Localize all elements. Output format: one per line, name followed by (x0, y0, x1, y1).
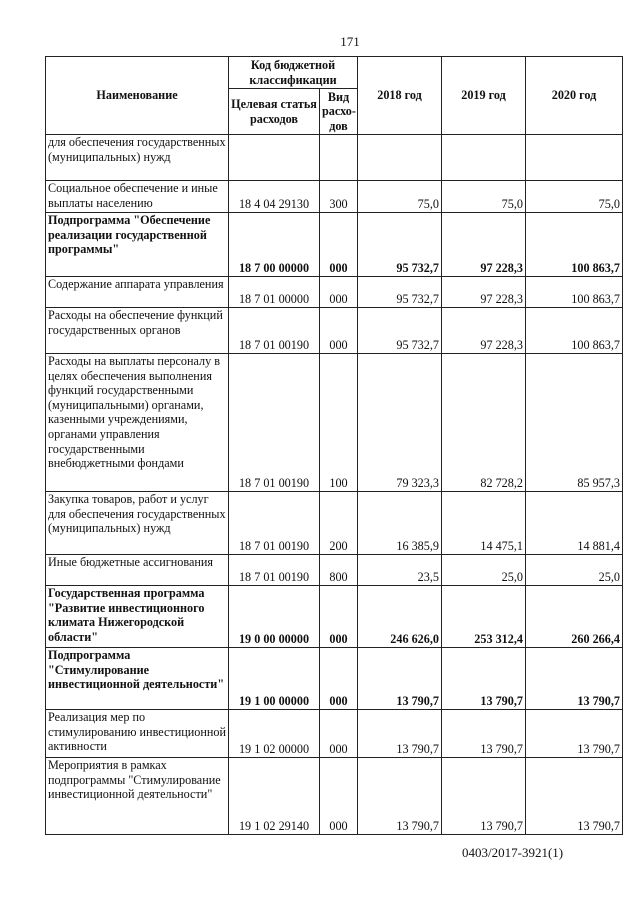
row-name: для обеспечения государственных (муниципальных) нужд (46, 135, 229, 181)
row-value-2019: 97 228,3 (442, 308, 526, 354)
row-value-2020: 14 881,4 (526, 492, 623, 555)
header-target-article: Целевая статья расходов (229, 89, 320, 135)
header-code-group: Код бюджетной классификации (229, 57, 358, 89)
row-value-2019: 97 228,3 (442, 213, 526, 277)
row-name: Содержание аппарата управления (46, 277, 229, 308)
row-value-2018: 13 790,7 (358, 648, 442, 710)
row-name: Закупка товаров, работ и услуг для обеспечения государственных (муниципальных) нужд (46, 492, 229, 555)
row-name: Иные бюджетные ассигнования (46, 555, 229, 586)
row-value-2018: 246 626,0 (358, 586, 442, 648)
table-row (46, 354, 623, 492)
row-expense-kind: 000 (320, 308, 358, 354)
row-expense-kind: 100 (320, 354, 358, 492)
row-value-2018: 75,0 (358, 181, 442, 213)
table-row (46, 492, 623, 555)
row-expense-kind: 800 (320, 555, 358, 586)
row-value-2018: 95 732,7 (358, 277, 442, 308)
row-target-article: 18 7 01 00190 (229, 308, 320, 354)
row-value-2020: 75,0 (526, 181, 623, 213)
row-value-2019: 14 475,1 (442, 492, 526, 555)
header-2018: 2018 год (358, 57, 442, 135)
row-value-2018 (358, 135, 442, 181)
row-name: Мероприятия в рамках подпрограммы "Стимулирование инвестиционной деятельности" (46, 758, 229, 835)
row-value-2020: 100 863,7 (526, 308, 623, 354)
row-name: Подпрограмма "Обеспечение реализации государственной программы" (46, 213, 229, 277)
row-value-2019: 75,0 (442, 181, 526, 213)
row-value-2019: 13 790,7 (442, 710, 526, 758)
page-number: 171 (340, 34, 360, 49)
table-row (46, 181, 623, 213)
row-target-article: 18 7 00 00000 (229, 213, 320, 277)
row-value-2019: 253 312,4 (442, 586, 526, 648)
table-row (46, 308, 623, 354)
row-value-2019 (442, 135, 526, 181)
row-name: Государственная программа "Развитие инвестиционного климата Нижегородской области" (46, 586, 229, 648)
row-value-2018: 95 732,7 (358, 308, 442, 354)
row-name: Расходы на выплаты персоналу в целях обеспечения выполнения функций государственными (муниципальными) органами, казенными учреждениями, органами управления государственными внебюджетными фондами (46, 354, 229, 492)
header-2019: 2019 год (442, 57, 526, 135)
row-value-2018: 95 732,7 (358, 213, 442, 277)
row-value-2019: 82 728,2 (442, 354, 526, 492)
row-target-article: 19 1 02 00000 (229, 710, 320, 758)
row-value-2018: 16 385,9 (358, 492, 442, 555)
row-expense-kind: 200 (320, 492, 358, 555)
table-row (46, 758, 623, 835)
header-2020: 2020 год (526, 57, 623, 135)
row-target-article: 19 1 02 29140 (229, 758, 320, 835)
table-row (46, 135, 623, 181)
row-name: Социальное обеспечение и иные выплаты населению (46, 181, 229, 213)
row-value-2020: 85 957,3 (526, 354, 623, 492)
row-value-2018: 13 790,7 (358, 710, 442, 758)
row-target-article (229, 135, 320, 181)
row-value-2020: 13 790,7 (526, 710, 623, 758)
row-value-2020: 100 863,7 (526, 213, 623, 277)
row-target-article: 18 4 04 29130 (229, 181, 320, 213)
row-value-2018: 23,5 (358, 555, 442, 586)
row-name: Расходы на обеспечение функций государственных органов (46, 308, 229, 354)
table-row (46, 213, 623, 277)
table-row (46, 710, 623, 758)
row-target-article: 18 7 01 00000 (229, 277, 320, 308)
row-expense-kind (320, 135, 358, 181)
row-name: Реализация мер по стимулированию инвестиционной активности (46, 710, 229, 758)
row-expense-kind: 000 (320, 710, 358, 758)
row-value-2018: 13 790,7 (358, 758, 442, 835)
header-name: Наименование (46, 57, 229, 135)
row-target-article: 18 7 01 00190 (229, 492, 320, 555)
row-expense-kind: 000 (320, 586, 358, 648)
row-expense-kind: 000 (320, 213, 358, 277)
row-value-2019: 97 228,3 (442, 277, 526, 308)
row-value-2020: 100 863,7 (526, 277, 623, 308)
row-value-2019: 25,0 (442, 555, 526, 586)
table-row (46, 555, 623, 586)
row-value-2019: 13 790,7 (442, 648, 526, 710)
row-name: Подпрограмма "Стимулирование инвестиционной деятельности" (46, 648, 229, 710)
row-target-article: 19 1 00 00000 (229, 648, 320, 710)
table-row (46, 277, 623, 308)
row-value-2020: 260 266,4 (526, 586, 623, 648)
row-expense-kind: 300 (320, 181, 358, 213)
row-value-2020: 13 790,7 (526, 758, 623, 835)
row-value-2020: 13 790,7 (526, 648, 623, 710)
row-value-2020 (526, 135, 623, 181)
row-value-2018: 79 323,3 (358, 354, 442, 492)
row-target-article: 19 0 00 00000 (229, 586, 320, 648)
budget-table (45, 56, 623, 835)
table-row (46, 586, 623, 648)
row-target-article: 18 7 01 00190 (229, 555, 320, 586)
table-row (46, 648, 623, 710)
row-expense-kind: 000 (320, 758, 358, 835)
row-value-2019: 13 790,7 (442, 758, 526, 835)
document-code: 0403/2017-3921(1) (462, 845, 564, 860)
header-expense-kind: Вид расхо-дов (320, 89, 358, 135)
row-expense-kind: 000 (320, 648, 358, 710)
row-target-article: 18 7 01 00190 (229, 354, 320, 492)
row-value-2020: 25,0 (526, 555, 623, 586)
row-expense-kind: 000 (320, 277, 358, 308)
